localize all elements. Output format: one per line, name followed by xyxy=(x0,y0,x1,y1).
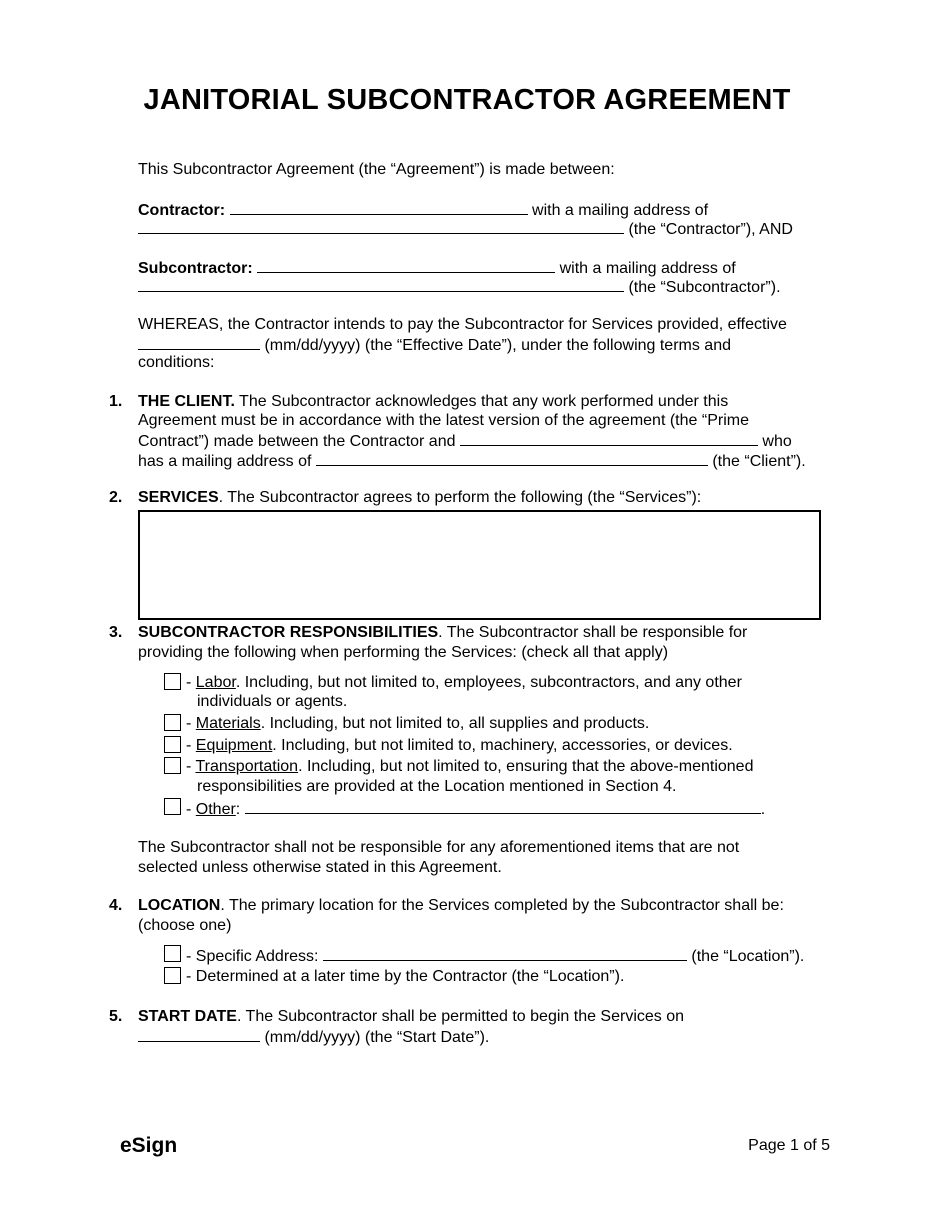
equipment-checkbox[interactable] xyxy=(164,736,181,753)
subcontractor-suffix: (the “Subcontractor”). xyxy=(628,279,781,296)
contractor-label: Contractor: xyxy=(138,202,226,219)
intro-text: This Subcontractor Agreement (the “Agreement”) is made between: xyxy=(138,161,615,178)
services-text-box[interactable] xyxy=(138,510,821,620)
subcontractor-mail-text: with a mailing address of xyxy=(559,260,736,277)
other-label: Other xyxy=(195,801,236,818)
section-2-text: . The Subcontractor agrees to perform the following (the “Services”): xyxy=(218,489,702,506)
contractor-suffix: (the “Contractor”), AND xyxy=(628,221,793,238)
client-address-field[interactable] xyxy=(316,450,708,466)
specific-address-field[interactable] xyxy=(323,945,687,961)
whereas-line-1: WHEREAS, the Contractor intends to pay the Subcontractor for Services provided, effective xyxy=(138,316,787,333)
effective-date-field[interactable] xyxy=(138,334,260,350)
section-1-heading: THE CLIENT. xyxy=(138,393,235,410)
section-1-number: 1. xyxy=(109,393,123,410)
section-3-line-1 xyxy=(138,623,747,642)
equipment-label: Equipment xyxy=(195,737,273,754)
later-location-option: - Determined at a later time by the Contractor (the “Location”). xyxy=(186,968,625,985)
page-number: Page 1 of 5 xyxy=(748,1137,830,1154)
section-1-line-1 xyxy=(138,392,728,411)
specific-address-option xyxy=(186,945,804,966)
start-date-field[interactable] xyxy=(138,1026,260,1042)
section-2-line xyxy=(138,488,701,507)
transportation-item: - Transportation. Including, but not limited to, ensuring that the above-mentioned xyxy=(186,758,754,775)
labor-text: . Including, but not limited to, employees, subcontractors, and any other xyxy=(235,674,742,691)
materials-text: . Including, but not limited to, all supplies and products. xyxy=(260,715,650,732)
section-1-line-4-prefix: has a mailing address of xyxy=(138,453,312,470)
section-5-line-2 xyxy=(138,1026,489,1047)
esign-logo: eSign xyxy=(120,1134,178,1157)
section-1-line-2: Agreement must be in accordance with the latest version of the agreement (the “Prime xyxy=(138,412,749,429)
section-2-number: 2. xyxy=(109,489,123,506)
specific-address-prefix: - Specific Address: xyxy=(186,948,319,965)
labor-checkbox[interactable] xyxy=(164,673,181,690)
section-2-heading: SERVICES xyxy=(138,489,219,506)
section-1-line-3-prefix: Contract”) made between the Contractor and xyxy=(138,433,456,450)
section-3-line-2: providing the following when performing the Services: (check all that apply) xyxy=(138,644,669,661)
other-item: - Other: . xyxy=(186,798,765,819)
other-colon: : xyxy=(235,801,241,818)
section-1-line-4-suffix: (the “Client”). xyxy=(712,453,806,470)
client-name-field[interactable] xyxy=(460,430,758,446)
document-title: JANITORIAL SUBCONTRACTOR AGREEMENT xyxy=(143,84,791,116)
contractor-name-field[interactable] xyxy=(230,199,528,215)
section-3-note-2: selected unless otherwise stated in this Agreement. xyxy=(138,859,502,876)
section-5-number: 5. xyxy=(109,1008,123,1025)
section-1-line-4 xyxy=(138,450,806,471)
section-3-number: 3. xyxy=(109,624,123,641)
labor-label: Labor xyxy=(195,674,236,691)
section-4-number: 4. xyxy=(109,897,123,914)
section-4-line-1 xyxy=(138,896,784,915)
section-3-note-1: The Subcontractor shall not be responsible for any aforementioned items that are not xyxy=(138,839,740,856)
subcontractor-address-line xyxy=(138,276,781,297)
labor-item-cont: individuals or agents. xyxy=(197,693,348,710)
section-5-line-2-text: (mm/dd/yyyy) (the “Start Date”). xyxy=(264,1029,490,1046)
section-1-text: The Subcontractor acknowledges that any work performed under this xyxy=(234,393,729,410)
specific-address-suffix: (the “Location”). xyxy=(691,948,805,965)
section-5-text: . The Subcontractor shall be permitted to begin the Services on xyxy=(236,1008,685,1025)
specific-address-checkbox[interactable] xyxy=(164,945,181,962)
later-location-checkbox[interactable] xyxy=(164,967,181,984)
section-5-heading: START DATE xyxy=(138,1008,237,1025)
equipment-item: - Equipment. Including, but not limited to, machinery, accessories, or devices. xyxy=(186,737,733,754)
section-4-heading: LOCATION xyxy=(138,897,221,914)
materials-item: - Materials. Including, but not limited to, all supplies and products. xyxy=(186,715,650,732)
transportation-item-cont: responsibilities are provided at the Location mentioned in Section 4. xyxy=(197,778,677,795)
subcontractor-line xyxy=(138,257,736,278)
transportation-text: . Including, but not limited to, ensuring that the above-mentioned xyxy=(298,758,754,775)
whereas-line-2-text: (mm/dd/yyyy) (the “Effective Date”), under the following terms and xyxy=(264,337,731,354)
contractor-address-line xyxy=(138,218,793,239)
section-5-line-1 xyxy=(138,1007,684,1026)
subcontractor-name-field[interactable] xyxy=(257,257,555,273)
contractor-address-field[interactable] xyxy=(138,218,624,234)
other-field[interactable] xyxy=(245,798,761,814)
section-4-text: . The primary location for the Services completed by the Subcontractor shall be: xyxy=(220,897,784,914)
materials-checkbox[interactable] xyxy=(164,714,181,731)
section-3-text: . The Subcontractor shall be responsible for xyxy=(438,624,748,641)
labor-item: - Labor. Including, but not limited to, employees, subcontractors, and any other xyxy=(186,674,742,691)
section-3-heading: SUBCONTRACTOR RESPONSIBILITIES xyxy=(138,624,439,641)
section-1-line-3 xyxy=(138,430,792,451)
equipment-text: . Including, but not limited to, machinery, accessories, or devices. xyxy=(272,737,733,754)
transportation-checkbox[interactable] xyxy=(164,757,181,774)
subcontractor-address-field[interactable] xyxy=(138,276,624,292)
contractor-mail-text: with a mailing address of xyxy=(532,202,709,219)
whereas-line-3: conditions: xyxy=(138,354,215,371)
subcontractor-label: Subcontractor: xyxy=(138,260,253,277)
section-4-line-2: (choose one) xyxy=(138,917,232,934)
section-1-line-3-suffix: who xyxy=(762,433,792,450)
contractor-line xyxy=(138,199,708,220)
transportation-label: Transportation xyxy=(195,758,299,775)
whereas-line-2 xyxy=(138,334,731,355)
other-checkbox[interactable] xyxy=(164,798,181,815)
materials-label: Materials xyxy=(195,715,261,732)
